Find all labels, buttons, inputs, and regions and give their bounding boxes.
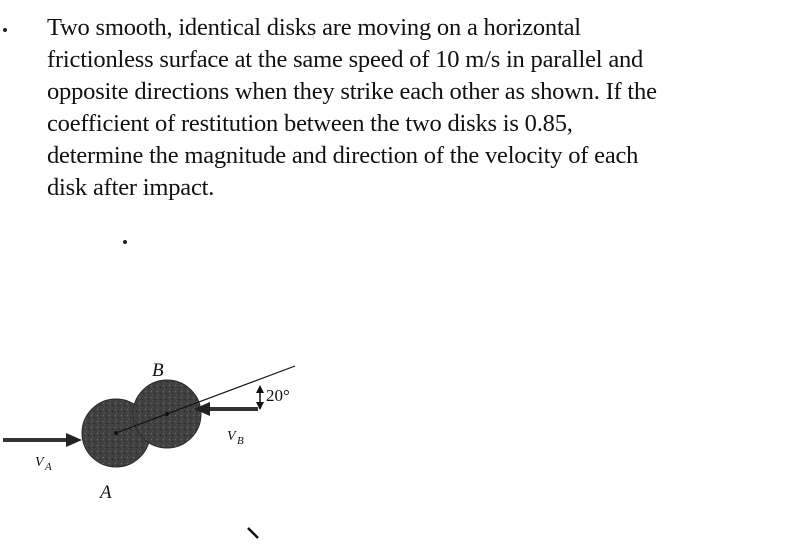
problem-line-4: coefficient of restitution between the two disks is 0.85,: [47, 110, 573, 137]
scan-tick: [248, 528, 258, 538]
problem-line-6: disk after impact.: [47, 174, 215, 201]
disk-b-label: B: [152, 360, 164, 381]
velocity-a-label-main: V: [35, 455, 44, 470]
velocity-b-label-main: V: [227, 429, 236, 444]
velocity-b-arrow: [194, 402, 258, 416]
scan-dot: [123, 240, 127, 244]
problem-line-1: Two smooth, identical disks are moving on a horizontal: [47, 14, 581, 41]
angle-indicator: [256, 385, 264, 410]
problem-line-5: determine the magnitude and direction of the velocity of each: [47, 142, 639, 169]
velocity-a-label: [35, 455, 52, 473]
velocity-b-label-sub: B: [237, 435, 244, 447]
problem-line-2: frictionless surface at the same speed of 10 m/s in parallel and: [47, 46, 644, 73]
angle-label: 20°: [266, 386, 290, 405]
velocity-a-label-sub: A: [45, 461, 52, 473]
velocity-a-arrow: [3, 433, 82, 447]
disk-a-label: A: [100, 482, 112, 503]
velocity-b-label: [227, 429, 244, 447]
problem-line-3: opposite directions when they strike each other as shown. If the: [47, 78, 657, 105]
